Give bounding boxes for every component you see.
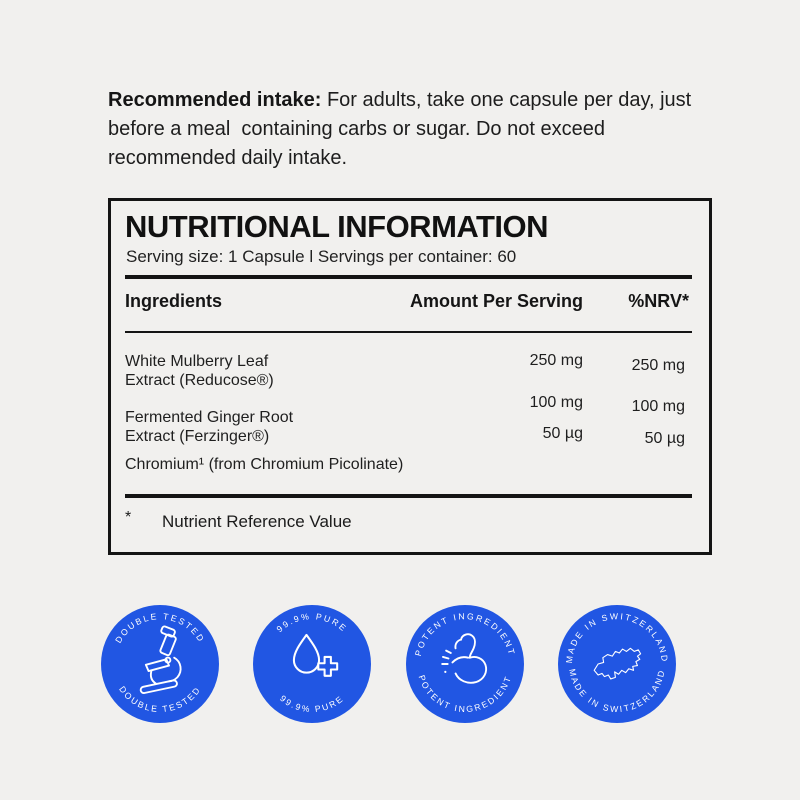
badge-arc-text-top: MADE IN SWITZERLAND	[563, 611, 670, 664]
divider-header	[125, 331, 692, 333]
badge-arc-text-top: POTENT INGREDIENT	[412, 611, 518, 658]
badge-potent	[406, 605, 524, 723]
amount-value: 250 mg	[529, 352, 583, 369]
badge-arc-text-bottom: MADE IN SWITZERLAND	[567, 667, 667, 715]
panel-title: NUTRITIONAL INFORMATION	[125, 209, 549, 244]
ingredient-name-line: Fermented Ginger Root	[125, 409, 294, 426]
divider-top	[125, 275, 692, 279]
table-row	[125, 352, 274, 390]
nutrition-facts-panel	[108, 198, 712, 555]
ingredient-name-line: Extract (Reducose®)	[125, 372, 274, 389]
footnote-text: Nutrient Reference Value	[162, 512, 352, 531]
badge-swiss	[558, 605, 676, 723]
badge-pure	[253, 605, 371, 723]
table-row	[125, 408, 293, 446]
serving-info: Serving size: 1 Capsule l Servings per container: 60	[126, 247, 517, 266]
intake-line-3: recommended daily intake.	[108, 147, 348, 169]
nrv-value: 250 mg	[631, 357, 685, 374]
ingredient-name-line: White Mulberry Leaf	[125, 353, 269, 370]
column-header-amount: Amount Per Serving	[409, 291, 583, 311]
footnote-symbol: *	[125, 509, 132, 526]
column-header-nrv: %NRV*	[628, 291, 689, 311]
nrv-value: 100 mg	[631, 398, 685, 415]
intake-label: Recommended intake:	[108, 89, 322, 111]
table-row	[125, 455, 403, 474]
badge-arc-text-top: DOUBLE TESTED	[113, 611, 207, 645]
intake-line-1-rest: For adults, take one capsule per day, just	[321, 89, 692, 111]
badge-arc-text-top: 99.9% PURE	[274, 611, 350, 635]
intake-line-2: before a meal containing carbs or sugar. Do not exceed	[108, 118, 605, 140]
ingredient-name-line: Extract (Ferzinger®)	[125, 428, 270, 445]
intake-line-1	[108, 86, 718, 115]
recommended-intake-text	[108, 86, 718, 173]
ingredient-name-line: Chromium¹ (from Chromium Picolinate)	[125, 456, 404, 473]
badge-arc-text-bottom: POTENT INGREDIENT	[416, 673, 514, 715]
amount-value: 100 mg	[529, 394, 583, 411]
column-header-ingredients: Ingredients	[125, 291, 223, 311]
divider-bottom	[125, 494, 692, 498]
nrv-value: 50 µg	[644, 430, 685, 447]
badge-arc-text-bottom: 99.9% PURE	[278, 693, 346, 715]
badge-arc-text-bottom: DOUBLE TESTED	[117, 684, 203, 715]
amount-value: 50 µg	[542, 425, 583, 442]
badge-double-tested	[101, 605, 219, 723]
